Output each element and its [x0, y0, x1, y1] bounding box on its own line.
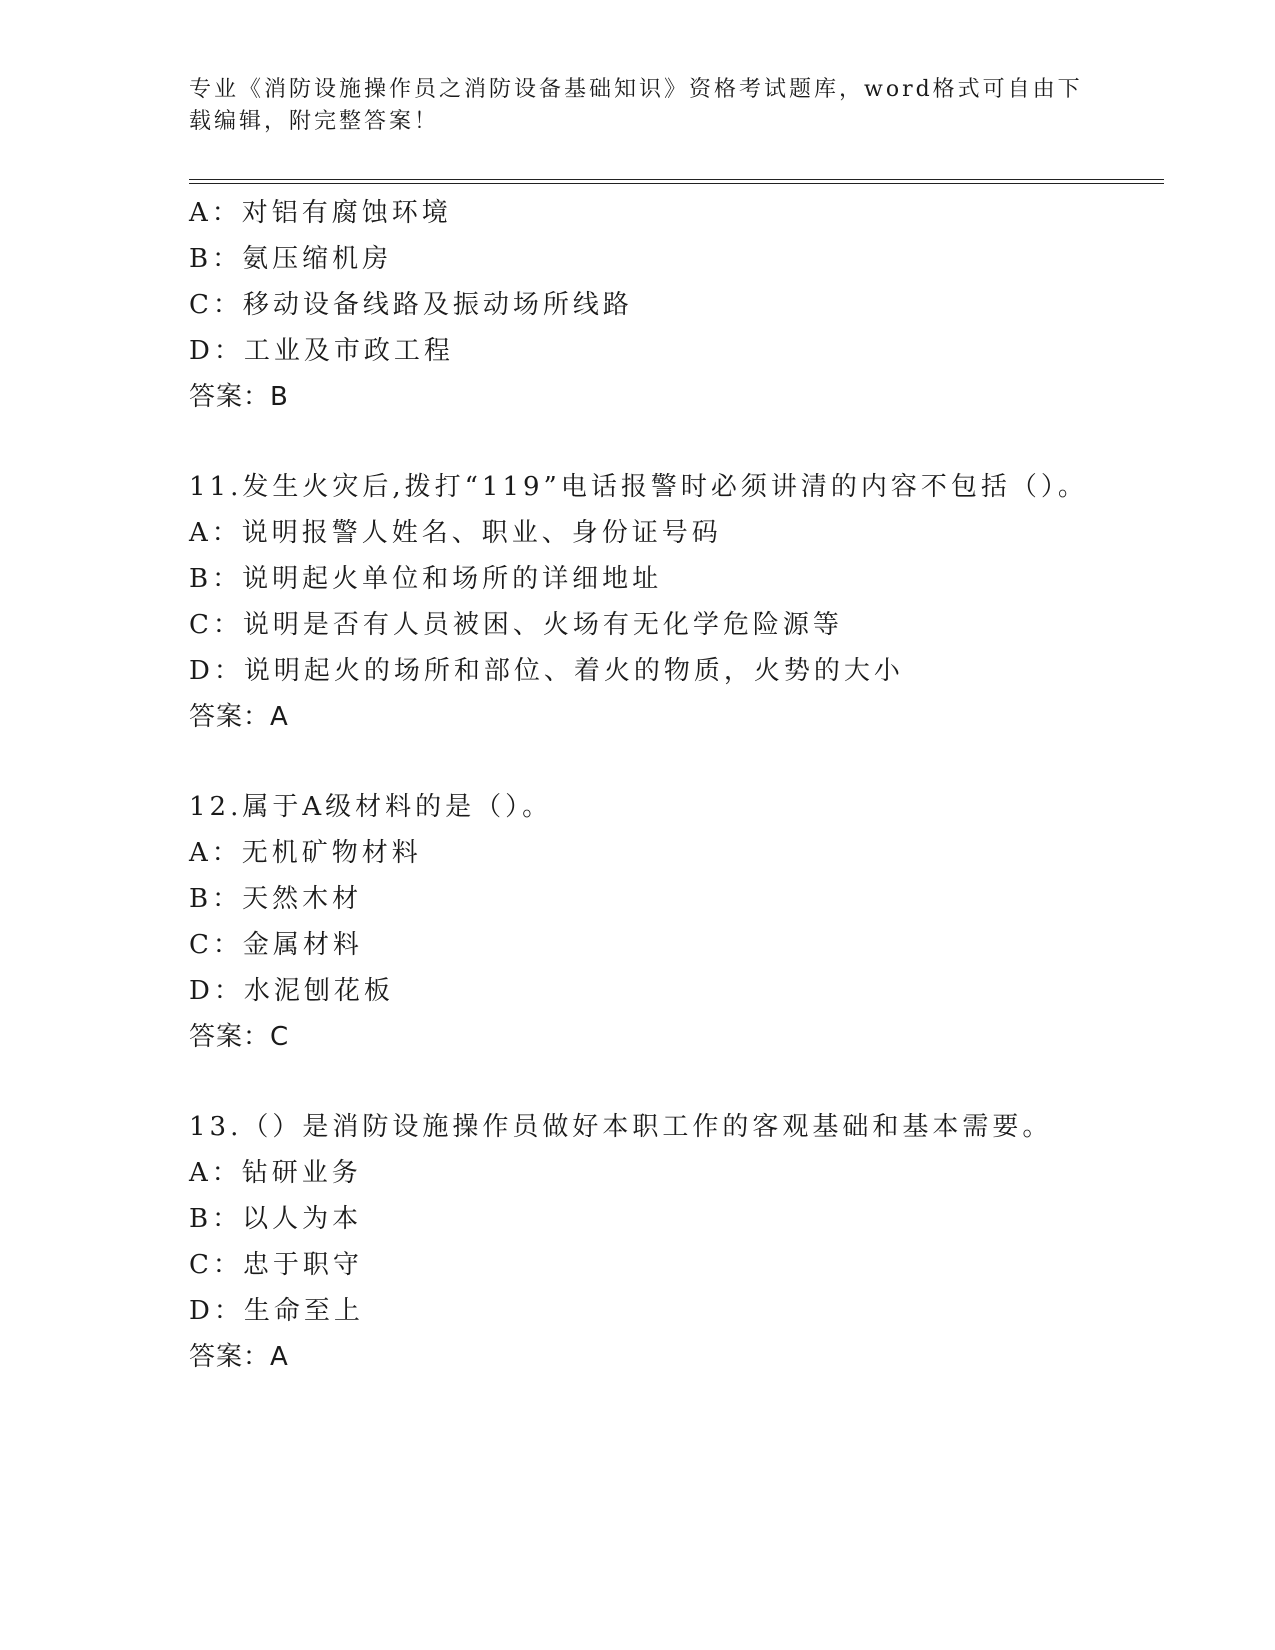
- answer-line: 答案：B: [189, 382, 289, 412]
- option-d: D：工业及市政工程: [189, 336, 454, 366]
- header-line-1: 专业《消防设施操作员之消防设备基础知识》资格考试题库，word格式可自由下: [189, 77, 1083, 102]
- question-list: [189, 190, 1149, 1380]
- option-a: A：说明报警人姓名、职业、身份证号码: [189, 518, 722, 548]
- spacer: [189, 740, 1149, 784]
- option-b: B：氨压缩机房: [189, 244, 393, 274]
- option-a: A：对铝有腐蚀环境: [189, 198, 452, 228]
- option-a: A：钻研业务: [189, 1158, 362, 1188]
- question-block-10-partial: [189, 190, 1149, 420]
- spacer: [189, 1060, 1149, 1104]
- option-a: A：无机矿物材料: [189, 838, 422, 868]
- answer-line: 答案：A: [189, 702, 289, 732]
- header-double-rule: [189, 179, 1164, 184]
- option-d: D：水泥刨花板: [189, 976, 394, 1006]
- option-b: B：以人为本: [189, 1204, 363, 1234]
- question-stem: 12.属于A级材料的是（）。: [189, 792, 553, 822]
- question-stem: 13.（）是消防设施操作员做好本职工作的客观基础和基本需要。: [189, 1112, 1053, 1142]
- answer-line: 答案：C: [189, 1022, 290, 1052]
- option-c: C：说明是否有人员被困、火场有无化学危险源等: [189, 610, 843, 640]
- option-c: C：移动设备线路及振动场所线路: [189, 290, 633, 320]
- option-d: D：说明起火的场所和部位、着火的物质，火势的大小: [189, 656, 904, 686]
- option-c: C：忠于职守: [189, 1250, 363, 1280]
- question-block-11: [189, 464, 1149, 740]
- spacer: [189, 420, 1149, 464]
- question-stem: 11.发生火灾后,拨打“119”电话报警时必须讲清的内容不包括（）。: [189, 472, 1088, 502]
- answer-line: 答案：A: [189, 1342, 289, 1372]
- option-b: B：说明起火单位和场所的详细地址: [189, 564, 663, 594]
- header-line-2: 载编辑，附完整答案！: [189, 109, 440, 134]
- question-block-13: [189, 1104, 1149, 1380]
- option-c: C：金属材料: [189, 930, 363, 960]
- option-d: D：生命至上: [189, 1296, 364, 1326]
- option-b: B：天然木材: [189, 884, 363, 914]
- question-block-12: [189, 784, 1149, 1060]
- document-header-note: [189, 74, 1089, 138]
